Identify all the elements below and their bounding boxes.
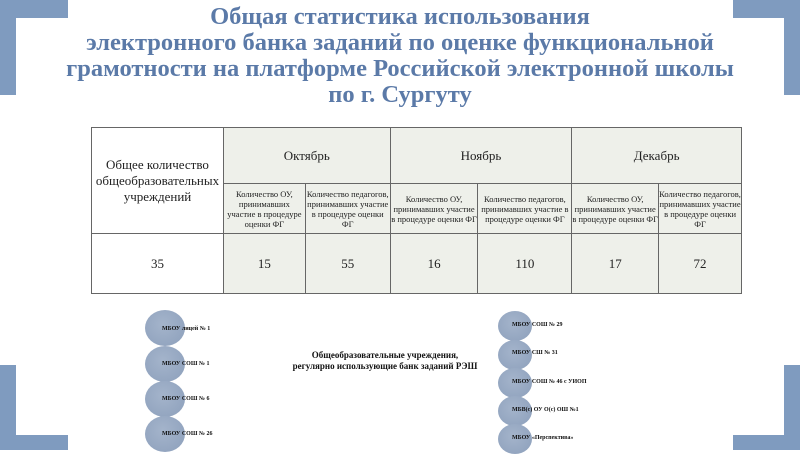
title-line: грамотности на платформе Российской электронной школы <box>66 55 734 82</box>
schools-caption <box>290 350 480 372</box>
sub-header: Количество ОУ, принимавших участие в процедуре оценки ФГ <box>572 184 659 234</box>
corner-decoration <box>0 435 68 450</box>
table-row <box>92 234 742 294</box>
total-schools-header: Общее количество общеобразовательных учреждений <box>92 128 224 234</box>
school-label: МБОУ лицей № 1 <box>162 326 211 332</box>
month-october: Октябрь <box>223 128 390 184</box>
sub-header: Количество педагогов, принимавших участие в процедуре оценки ФГ <box>659 184 742 234</box>
month-december: Декабрь <box>572 128 742 184</box>
school-label: МБВ(с) ОУ О(с) ОШ №1 <box>512 407 579 413</box>
school-label: МБОУ СОШ № 29 <box>512 322 563 328</box>
corner-decoration <box>0 0 16 95</box>
school-label: МБОУ «Перспектива» <box>512 435 574 441</box>
title-line: по г. Сургуту <box>328 81 472 108</box>
value-cell: 35 <box>92 234 224 294</box>
school-label: МБОУ СОШ № 6 <box>162 396 210 402</box>
value-cell: 110 <box>478 234 572 294</box>
school-label: МБОУ СОШ № 26 <box>162 431 213 437</box>
school-label: МБОУ СОШ № 1 <box>162 361 210 367</box>
title-line: электронного банка заданий по оценке функциональной <box>86 29 714 56</box>
corner-decoration <box>784 0 800 95</box>
page-title <box>60 4 740 108</box>
sub-header: Количество ОУ, принимавших участие в процедуре оценки ФГ <box>390 184 478 234</box>
value-cell: 15 <box>223 234 305 294</box>
school-label: МБОУ СОШ № 46 с УИОП <box>512 379 587 385</box>
month-november: Ноябрь <box>390 128 572 184</box>
sub-header: Количество ОУ, принимавших участие в процедуре оценки ФГ <box>223 184 305 234</box>
sub-header: Количество педагогов, принимавших участие в процедуре оценки ФГ <box>305 184 390 234</box>
value-cell: 72 <box>659 234 742 294</box>
title-line: Общая статистика использования <box>210 3 590 30</box>
school-label: МБОУ СШ № 31 <box>512 350 558 356</box>
caption-line: регулярно использующие банк заданий РЭШ <box>292 361 478 371</box>
value-cell: 17 <box>572 234 659 294</box>
statistics-table <box>91 127 742 294</box>
caption-line: Общеобразовательные учреждения, <box>311 350 459 360</box>
corner-decoration <box>733 435 800 450</box>
value-cell: 16 <box>390 234 478 294</box>
value-cell: 55 <box>305 234 390 294</box>
sub-header: Количество педагогов, принимавших участие в процедуре оценки ФГ <box>478 184 572 234</box>
